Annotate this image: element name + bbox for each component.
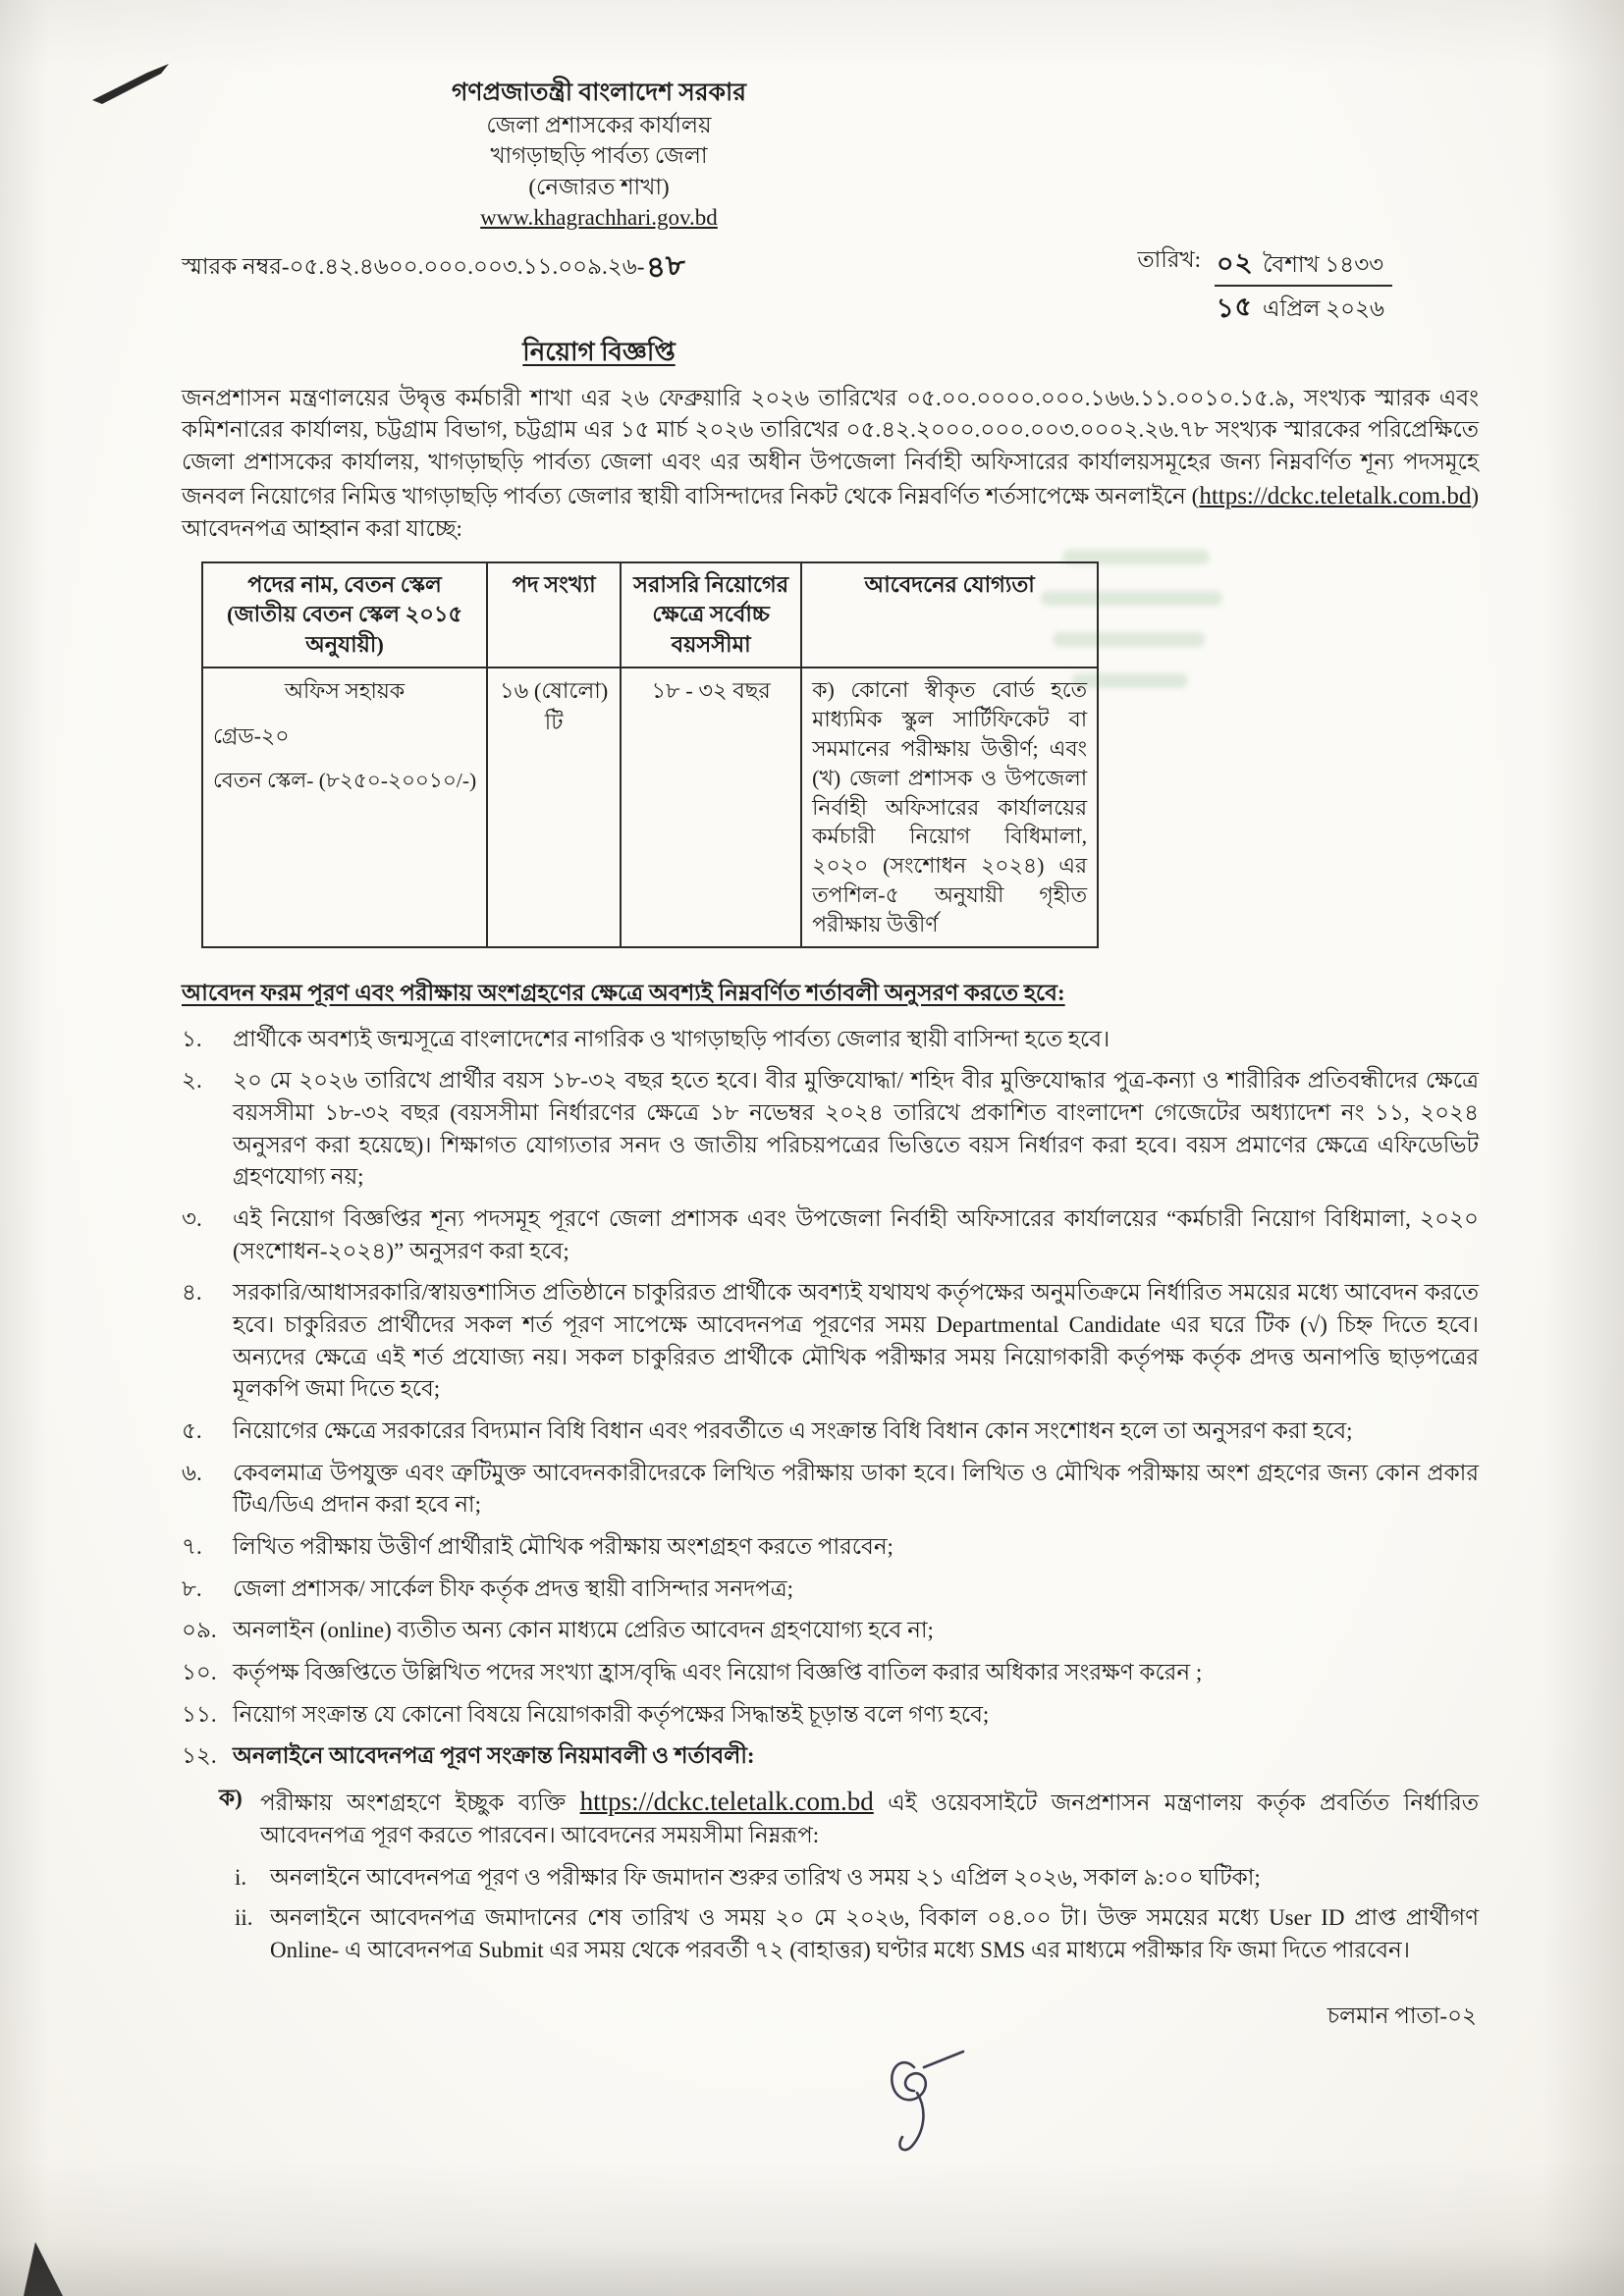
sub-item-i [235, 1862, 1479, 1895]
condition-number: ০৯. [182, 1618, 217, 1643]
condition-item [182, 1740, 1479, 1773]
col-header-age-limit: সরাসরি নিয়োগের ক্ষেত্রে সর্বোচ্চ বয়সসীমা [621, 562, 801, 667]
condition-text: প্রার্থীকে অবশ্যই জন্মসূত্রে বাংলাদেশের নাগরিক ও খাগড়াছড়ি পার্বত্য জেলার স্থায়ী বাসিন্দা হতে হবে। [233, 1026, 1110, 1051]
condition-number: ২. [182, 1068, 202, 1094]
cell-age-limit: ১৮ - ৩২ বছর [621, 667, 801, 947]
col-header-qualification: আবেদনের যোগ্যতা [801, 562, 1098, 667]
bangla-date-printed: বৈশাখ ১৪৩৩ [1263, 252, 1384, 278]
memo-number-handwritten: ৪৮ [644, 248, 689, 286]
signature-mark [873, 2046, 981, 2162]
post-name: অফিস সহায়ক [284, 677, 406, 703]
government-name: গণপ্রজাতন্ত্রী বাংলাদেশ সরকার [451, 80, 747, 106]
vacancy-table [201, 561, 1099, 948]
application-url-link: https://dckc.teletalk.com.bd [579, 1786, 874, 1816]
letterhead [182, 77, 1016, 233]
condition-item [182, 1699, 1479, 1732]
condition-number: ১১. [182, 1701, 217, 1727]
condition-item [182, 1615, 1479, 1647]
bangla-date [1215, 244, 1392, 287]
condition-item [182, 1531, 1479, 1564]
condition-text: লিখিত পরীক্ষায় উত্তীর্ণ প্রার্থীরাই মৌখিক পরীক্ষায় অংশগ্রহণ করতে পারবেন; [233, 1533, 893, 1559]
conditions-list [182, 1024, 1479, 1773]
memo-row [182, 244, 1479, 327]
signature-row [182, 2046, 1479, 2163]
col-header-post-name: পদের নাম, বেতন স্কেল (জাতীয় বেতন স্কেল ২০১৫ অনুযায়ী) [202, 562, 487, 667]
english-date [1215, 287, 1392, 326]
table-row [202, 667, 1098, 947]
sub-item-ka [219, 1783, 1479, 1852]
branch-name: (নেজারত শাখা) [528, 174, 670, 199]
condition-number: ১. [182, 1026, 202, 1051]
condition-number: ৩. [182, 1205, 202, 1231]
condition-item [182, 1657, 1479, 1689]
scan-shadow-artifact [0, 2242, 1624, 2296]
table-header-row [202, 562, 1098, 667]
sub-item-ii [235, 1902, 1479, 1966]
memo-number [182, 244, 1137, 287]
condition-item [182, 1277, 1479, 1406]
condition-text: অনলাইনে আবেদনপত্র পূরণ সংক্রান্ত নিয়মাবলী ও শর্তাবলী: [233, 1743, 755, 1769]
date-block [1137, 244, 1392, 327]
condition-number: ৪. [182, 1280, 202, 1306]
conditions-heading: আবেদন ফরম পূরণ এবং পরীক্ষায় অংশগ্রহণের ক্ষেত্রে অবশ্যই নিম্নবর্ণিত শর্তাবলী অনুসরণ করতে হবে: [182, 981, 1065, 1006]
condition-number: ১২. [182, 1743, 217, 1769]
condition-item [182, 1415, 1479, 1448]
sub-item-ii-label: ii. [235, 1905, 253, 1931]
sub-item-ka-text-2: এই ওয়েবসাইটে জনপ্রশাসন মন্ত্রণালয় কর্তৃক প্রবর্তিত নির্ধারিত আবেদনপত্র পূরণ করতে পারবেন। আবেদনের সময়সীমা নিম্নরূপ: [260, 1789, 1479, 1848]
condition-item [182, 1574, 1479, 1606]
condition-text: কেবলমাত্র উপযুক্ত এবং ত্রুটিমুক্ত আবেদনকারীদেরকে লিখিত পরীক্ষায় ডাকা হবে। লিখিত ও মৌখিক পরীক্ষায় অংশ গ্রহণের জন্য কোন প্রকার টিএ/ডিএ প্রদান করা হবে না; [233, 1460, 1479, 1518]
condition-text: ২০ মে ২০২৬ তারিখে প্রার্থীর বয়স ১৮-৩২ বছর হতে হবে। বীর মুক্তিযোদ্ধা/ শহিদ বীর মুক্তিযোদ্ধার পুত্র-কন্যা ও শারীরিক প্রতিবন্ধীদের ক্ষেত্রে বয়সসীমা ১৮-৩২ বছর (বয়সসীমা নির্ধারণের ক্ষেত্রে ১৮ নভেম্বর ২০২৪ তারিখে প্রকাশিত বাংলাদেশ গেজেটের অধ্যাদেশ নং ১১, ২০২৪ অনুসরণ করা হয়েছে)। শিক্ষাগত যোগ্যতার সনদ ও জাতীয় পরিচয়পত্রের ভিত্তিতে বয়স নির্ধারণ করা হবে। বয়স প্রমাণের ক্ষেত্রে এফিডেভিট গ্রহণযোগ্য নয়; [233, 1068, 1479, 1190]
english-date-handwritten: ১৫ [1215, 292, 1255, 324]
condition-text: কর্তৃপক্ষ বিজ্ঞপ্তিতে উল্লিখিত পদের সংখ্যা হ্রাস/বৃদ্ধি এবং নিয়োগ বিজ্ঞপ্তি বাতিল করার অধিকার সংরক্ষণ করেন ; [233, 1659, 1203, 1684]
bangla-date-handwritten: ০২ [1215, 246, 1255, 280]
condition-number: ৫. [182, 1417, 202, 1443]
post-grade: গ্রেড-২০ [213, 723, 290, 749]
condition-text: জেলা প্রশাসক/ সার্কেল চীফ কর্তৃক প্রদত্ত স্থায়ী বাসিন্দার সনদপত্র; [233, 1575, 794, 1601]
condition-item [182, 1065, 1479, 1194]
application-url-inline: https://dckc.teletalk.com.bd [1199, 482, 1472, 509]
condition-text: এই নিয়োগ বিজ্ঞপ্তির শূন্য পদসমূহ পূরণে জেলা প্রশাসক এবং উপজেলা নির্বাহী অফিসারের কার্যালয়ের “কর্মচারী নিয়োগ বিধিমালা, ২০২০ (সংশোধন-২০২৪)” অনুসরণ করা হবে; [233, 1205, 1479, 1263]
condition-text: নিয়োগ সংক্রান্ত যে কোনো বিষয়ে নিয়োগকারী কর্তৃপক্ষের সিদ্ধান্তই চূড়ান্ত বলে গণ্য হবে; [233, 1701, 990, 1727]
condition-number: ৭. [182, 1533, 202, 1559]
date-label: তারিখ: [1137, 247, 1201, 273]
col-header-vacancies: পদ সংখ্যা [487, 562, 621, 667]
condition-text: অনলাইন (online) ব্যতীত অন্য কোন মাধ্যমে প্রেরিত আবেদন গ্রহণযোগ্য হবে না; [233, 1618, 934, 1643]
condition-text: সরকারি/আধাসরকারি/স্বায়ত্তশাসিত প্রতিষ্ঠানে চাকুরিরত প্রার্থীকে অবশ্যই যথাযথ কর্তৃপক্ষের অনুমতিক্রমে নির্ধারিত সময়ের মধ্যে আবেদন করতে হবে। চাকুরিরত প্রার্থীদের সকল শর্ত পূরণ সাপেক্ষে আবেদনপত্র পূরণের সময় Departmental Candidate এর ঘরে টিক (√) চিহ্ন দিতে হবে। অন্যদের ক্ষেত্রে এই শর্ত প্রযোজ্য নয়। সকল চাকুরিরত প্রার্থীকে মৌখিক পরীক্ষার সময় নিয়োগকারী কর্তৃপক্ষ কর্তৃক প্রদত্ত অনাপত্তি ছাড়পত্রের মূলকপি জমা দিতে হবে; [233, 1280, 1479, 1402]
cell-vacancies: ১৬ (ষোলো) টি [487, 667, 621, 947]
english-date-printed: এপ্রিল ২০২৬ [1263, 296, 1384, 322]
office-name: জেলা প্রশাসকের কার্যালয় [486, 113, 712, 137]
condition-item [182, 1458, 1479, 1522]
sub-item-ka-label: ক) [219, 1785, 243, 1810]
district-name: খাগড়াছড়ি পার্বত্য জেলা [490, 143, 708, 169]
condition-number: ৮. [182, 1575, 202, 1601]
post-pay-scale: বেতন স্কেল- (৮২৫০-২০০১০/-) [213, 769, 477, 793]
intro-paragraph [182, 383, 1479, 546]
condition-number: ৬. [182, 1460, 202, 1485]
notice-title-text: নিয়োগ বিজ্ঞপ্তি [522, 337, 676, 366]
sub-item-i-label: i. [235, 1864, 247, 1890]
sub-item-ka-text-1: পরীক্ষায় অংশগ্রহণে ইচ্ছুক ব্যক্তি [260, 1789, 580, 1815]
condition-text: নিয়োগের ক্ষেত্রে সরকারের বিদ্যমান বিধি বিধান এবং পরবর্তীতে এ সংক্রান্ত বিধি বিধান কোন সংশোধন হলে তা অনুসরণ করা হবে; [233, 1417, 1353, 1443]
website-link: www.khagrachhari.gov.bd [480, 204, 718, 230]
cell-post-name [202, 667, 487, 947]
cell-qualification: ক) কোনো স্বীকৃত বোর্ড হতে মাধ্যমিক স্কুল সার্টিফিকেট বা সমমানের পরীক্ষায় উত্তীর্ণ; এবং (খ) জেলা প্রশাসক ও উপজেলা নির্বাহী অফিসারের কার্যালয়ের কর্মচারী নিয়োগ বিধিমালা, ২০২০ (সংশোধন ২০২৪) এর তপশিল-৫ অনুযায়ী গৃহীত পরীক্ষায় উত্তীর্ণ [801, 667, 1098, 947]
condition-number: ১০. [182, 1659, 217, 1684]
date-stack [1215, 244, 1392, 327]
online-application-rules [182, 1783, 1479, 1967]
memo-number-printed: স্মারক নম্বর-০৫.৪২.৪৬০০.০০০.০০৩.১১.০০৯.২৬- [182, 254, 645, 280]
condition-item [182, 1203, 1479, 1267]
intro-text-1: জনপ্রশাসন মন্ত্রণালয়ের উদ্বৃত্ত কর্মচারী শাখা এর ২৬ ফেব্রুয়ারি ২০২৬ তারিখের ০৫.০০.০০০০.০০০.১৬৬.১১.০০১০.১৫.৯, সংখ্যক স্মারক এবং কমিশনারের কার্যালয়, চট্টগ্রাম বিভাগ, চট্টগ্রাম এর ১৫ মার্চ ২০২৬ তারিখের ০৫.৪২.২০০০.০০০.০০৩.০০০২.২৬.৭৮ সংখ্যক স্মারকের পরিপ্রেক্ষিতে জেলা প্রশাসকের কার্যালয়, খাগড়াছড়ি পার্বত্য জেলা এবং এর অধীন উপজেলা নির্বাহী অফিসারের কার্যালয়সমূহের জন্য নিম্নবর্ণিত শূন্য পদসমূহে জনবল নিয়োগের নিমিত্ত খাগড়াছড়ি পার্বত্য জেলার স্থায়ী বাসিন্দাদের নিকট থেকে নিম্নবর্ণিত শর্তসাপেক্ষে অনলাইনে ( [182, 385, 1479, 508]
condition-item [182, 1024, 1479, 1056]
sub-item-i-text: অনলাইনে আবেদনপত্র পূরণ ও পরীক্ষার ফি জমাদান শুরুর তারিখ ও সময় ২১ এপ্রিল ২০২৬, সকাল ৯:০০ ঘটিকা; [270, 1864, 1261, 1890]
notice-title [182, 335, 1016, 371]
intro-text-2: ) আবেদনপত্র আহ্বান করা যাচ্ছে: [182, 483, 1479, 542]
sub-item-ii-text: অনলাইনে আবেদনপত্র জমাদানের শেষ তারিখ ও সময় ২০ মে ২০২৬, বিকাল ০৪.০০ টা। উক্ত সময়ের মধ্যে User ID প্রাপ্ত প্রার্থীগণ Online- এ আবেদনপত্র Submit এর সময় থেকে পরবর্তী ৭২ (বাহাত্তর) ঘণ্টার মধ্যে SMS এর মাধ্যমে পরীক্ষার ফি জমা দিতে পারবেন। [270, 1905, 1479, 1963]
continued-page-note: চলমান পাতা-০২ [1326, 2002, 1477, 2028]
